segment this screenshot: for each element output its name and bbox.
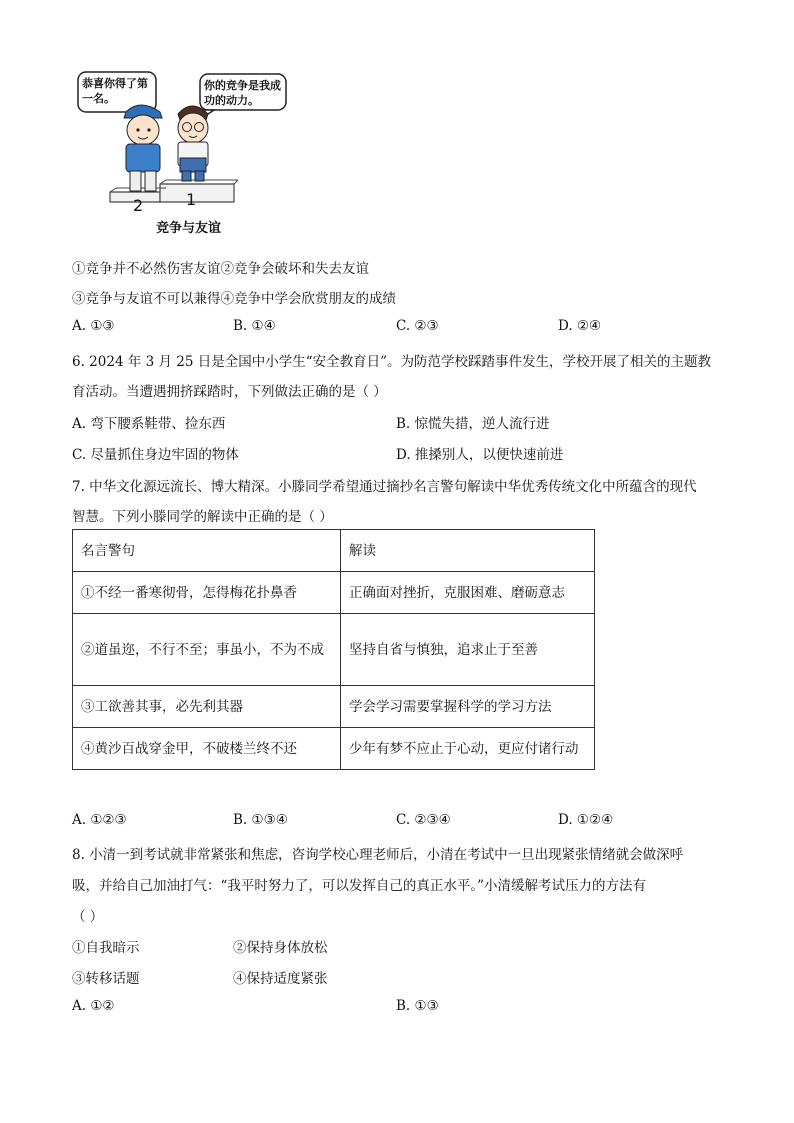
q5-option-b: B. ①④: [233, 318, 276, 334]
q8-item-4: ④保持适度紧张: [233, 971, 328, 987]
q8-option-a: A. ①②: [72, 998, 115, 1014]
podium-label-1: 1: [186, 190, 197, 209]
speech-bubble-left: 恭喜你得了第一名。: [82, 77, 148, 105]
quotes-table: [72, 529, 595, 770]
table-cell-quote: ①不经一番寒彻骨，怎得梅花扑鼻香: [73, 572, 341, 614]
q7-stem-line-1: 7. 中华文化源远流长、博大精深。小滕同学希望通过摘抄名言警句解读中华优秀传统文化中所蕴含的现代: [72, 479, 697, 495]
q7-option-a: A. ①②③: [72, 812, 127, 828]
q6-option-d: D. 推搡别人，以便快速前进: [396, 447, 564, 463]
table-cell-interpretation: 少年有梦不应止于心动，更应付诸行动: [341, 728, 595, 770]
q7-option-c: C. ②③④: [396, 812, 451, 828]
q7-option-d: D. ①②④: [558, 812, 614, 828]
q7-stem-line-2: 智慧。下列小滕同学的解读中正确的是（ ）: [72, 509, 333, 525]
q8-item-3: ③转移话题: [72, 971, 140, 987]
q8-stem-line-3: （ ）: [72, 909, 104, 925]
q5-option-c: C. ②③: [396, 318, 439, 334]
q8-stem-line-1: 8. 小清一到考试就非常紧张和焦虑，咨询学校心理老师后，小清在考试中一旦出现紧张情绪就会做深呼: [72, 847, 684, 863]
table-cell-quote: ②道虽迩，不行不至；事虽小，不为不成: [73, 614, 341, 686]
q6-stem-line-2: 育活动。当遭遇拥挤踩踏时，下列做法正确的是（ ）: [72, 384, 387, 400]
q8-option-b: B. ①③: [396, 998, 439, 1014]
q6-option-b: B. 惊慌失措，逆人流行进: [396, 416, 550, 432]
table-row: [73, 728, 595, 770]
table-cell-interpretation: 坚持自省与慎独，追求止于至善: [341, 614, 595, 686]
q8-item-1: ①自我暗示: [72, 940, 140, 956]
table-cell-quote: ③工欲善其事，必先利其器: [73, 686, 341, 728]
q5-statement-line-1: ①竞争并不必然伤害友谊②竞争会破坏和失去友谊: [72, 261, 369, 277]
table-header-row: [73, 530, 595, 572]
table-row: [73, 572, 595, 614]
q5-statement-line-2: ③竞争与友谊不可以兼得④竞争中学会欣赏朋友的成绩: [72, 291, 396, 307]
q6-option-a: A. 弯下腰系鞋带、捡东西: [72, 416, 226, 432]
table-header-quote: 名言警句: [73, 530, 341, 572]
table-row: [73, 614, 595, 686]
q6-option-c: C. 尽量抓住身边牢固的物体: [72, 447, 239, 463]
table-cell-interpretation: 正确面对挫折，克服困难、磨砺意志: [341, 572, 595, 614]
speech-bubble-right: 你的竞争是我成功的动力。: [204, 79, 281, 107]
table-row: [73, 686, 595, 728]
table-cell-interpretation: 学会学习需要掌握科学的学习方法: [341, 686, 595, 728]
q5-option-a: A. ①③: [72, 318, 115, 334]
figure-caption: 竞争与友谊: [156, 221, 222, 236]
table-header-interpretation: 解读: [341, 530, 595, 572]
q5-option-d: D. ②④: [558, 318, 602, 334]
q8-item-2: ②保持身体放松: [233, 940, 328, 956]
table-cell-quote: ④黄沙百战穿金甲，不破楼兰终不还: [73, 728, 341, 770]
q7-option-b: B. ①③④: [233, 812, 288, 828]
q8-stem-line-2: 吸，并给自己加油打气：“我平时努力了，可以发挥自己的真正水平。”小清缓解考试压力的方法有: [72, 878, 647, 894]
podium-label-2: 2: [133, 196, 144, 215]
q6-stem-line-1: 6. 2024 年 3 月 25 日是全国中小学生“安全教育日”。为防范学校踩踏事件发生，学校开展了相关的主题教: [72, 354, 712, 370]
